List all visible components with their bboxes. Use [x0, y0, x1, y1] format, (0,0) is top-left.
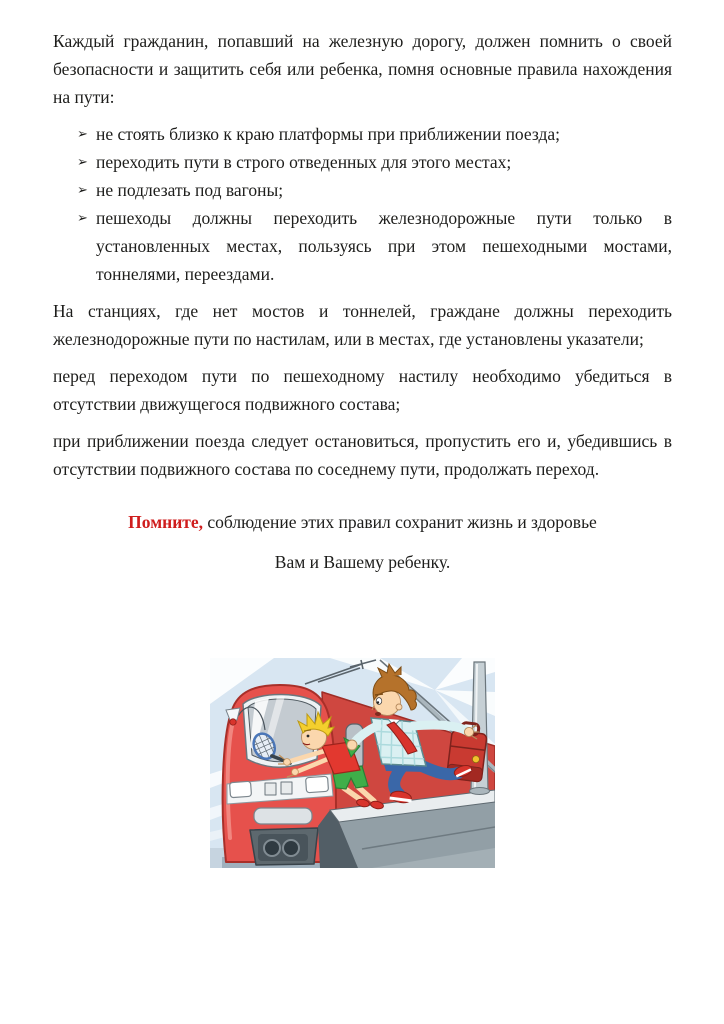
- body-paragraph: перед переходом пути по пешеходному настилу необходимо убедиться в отсутствии движущегося подвижного состава;: [53, 366, 672, 414]
- headlight-left: [230, 781, 252, 797]
- arrow-bullet-icon: ➢: [77, 211, 88, 226]
- reminder-rest: соблюдение этих правил сохранит жизнь и здоровье: [203, 512, 597, 532]
- list-item: [77, 148, 672, 176]
- nose-vent-1: [265, 783, 276, 795]
- reminder-line: [53, 508, 672, 536]
- buffer-left: [264, 840, 280, 856]
- headlight-right: [306, 776, 329, 792]
- list-item: [77, 176, 672, 204]
- buffer-right: [283, 840, 299, 856]
- list-item: [77, 120, 672, 148]
- nose-vent-2: [281, 782, 292, 794]
- arrow-bullet-icon: ➢: [77, 183, 88, 198]
- rule-text: не стоять близко к краю платформы при приближении поезда;: [96, 124, 561, 144]
- reminder-line-2: Вам и Вашему ребенку.: [274, 552, 451, 572]
- man-ear: [396, 704, 402, 710]
- man-hand: [464, 727, 473, 736]
- rule-text: не подлезать под вагоны;: [96, 180, 284, 200]
- rule-text: переходить пути в строго отведенных для этого местах;: [96, 152, 512, 172]
- illustration-svg: [210, 658, 495, 868]
- arrow-bullet-icon: ➢: [77, 127, 88, 142]
- rules-list: [53, 120, 672, 288]
- reminder-lead: Помните,: [128, 512, 204, 532]
- coupler-hatch: [254, 808, 312, 824]
- safety-illustration: [210, 658, 495, 868]
- intro-paragraph: Каждый гражданин, попавший на железную дорогу, должен помнить о своей безопасности и защитить себя или ребенка, помня основные правила нахождения на пути:: [53, 31, 672, 107]
- list-item: [77, 204, 672, 288]
- rule-text: пешеходы должны переходить железнодорожные пути только в установленных местах, пользуясь при этом пешеходными мостами, тоннелями, переездами.: [96, 208, 672, 284]
- man-fist: [347, 740, 357, 750]
- body-paragraph: при приближении поезда следует остановиться, пропустить его и, убедившись в отсутствии подвижного состава по соседнему пути, продолжать переход.: [53, 431, 672, 479]
- body-paragraph: На станциях, где нет мостов и тоннелей, граждане должны переходить железнодорожные пути по настилам, или в местах, где установлены указатели;: [53, 301, 672, 349]
- arrow-bullet-icon: ➢: [77, 155, 88, 170]
